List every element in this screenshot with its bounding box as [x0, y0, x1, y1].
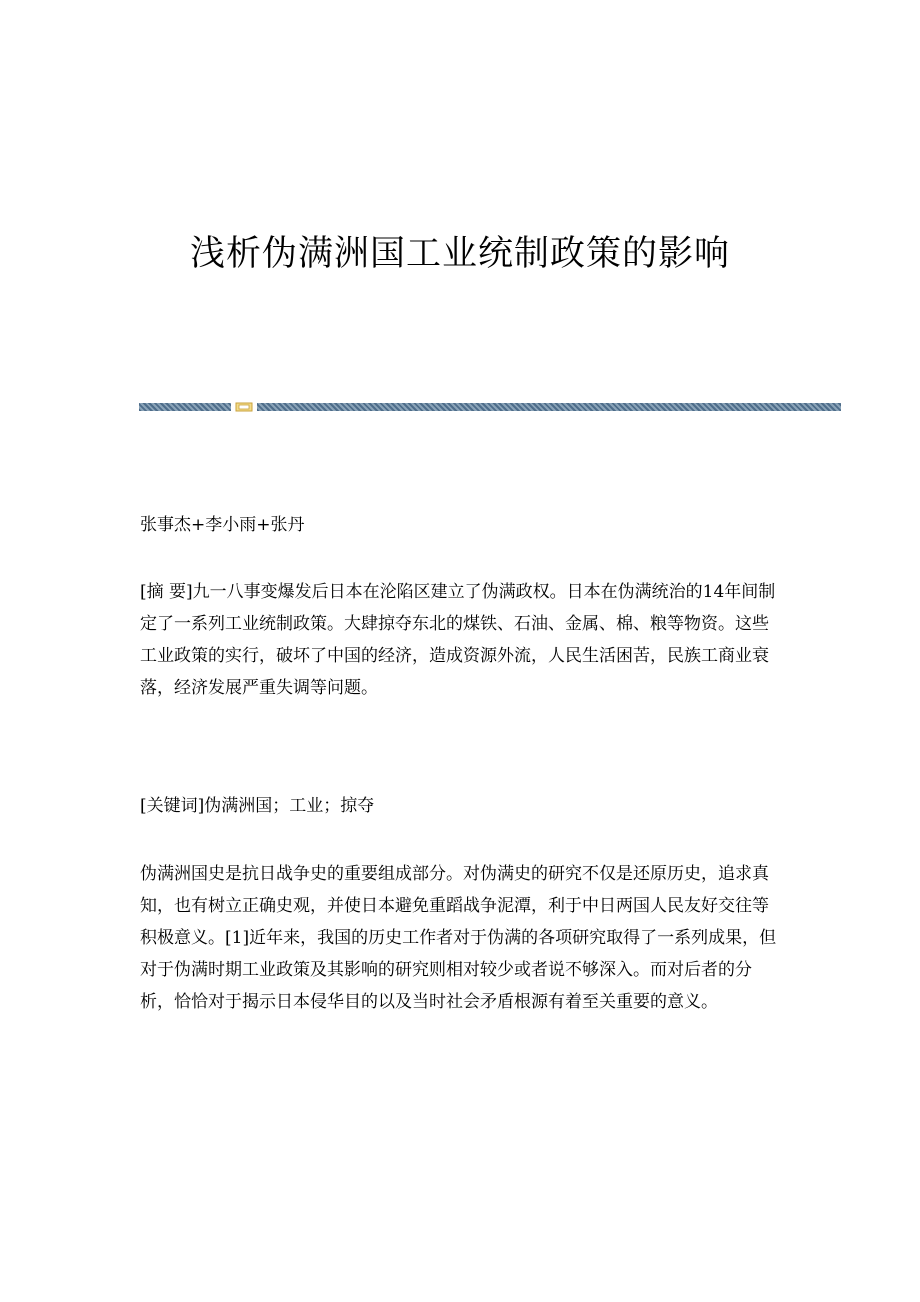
document-title: 浅析伪满洲国工业统制政策的影响 [189, 234, 730, 274]
divider-ornament-icon [235, 402, 253, 412]
title-divider [139, 402, 841, 412]
keywords: [关键词]伪满洲国；工业；掠夺 [140, 796, 375, 816]
abstract: [摘 要]九一八事变爆发后日本在沦陷区建立了伪满政权。日本在伪满统治的14年间制定了一系列工业统制政策。大肆掠夺东北的煤铁、石油、金属、棉、粮等物资。这些工业政策的实行，破坏了中国的经济，造成资源外流，人民生活困苦，民族工商业衰落，经济发展严重失调等问题。 [140, 582, 776, 698]
body-paragraph: 伪满洲国史是抗日战争史的重要组成部分。对伪满史的研究不仅是还原历史，追求真知，也有树立正确史观，并使日本避免重蹈战争泥潭，利于中日两国人民友好交往等积极意义。[1]近年来，我国的历史工作者对于伪满的各项研究取得了一系列成果，但对于伪满时期工业政策及其影响的研究则相对较少或者说不够深入。而对后者的分析，恰恰对于揭示日本侵华目的以及当时社会矛盾根源有着至关重要的意义。 [140, 864, 777, 1012]
authors: 张事杰+李小雨+张丹 [140, 515, 305, 535]
divider-bar-left [139, 403, 231, 411]
divider-bar-right [257, 403, 841, 411]
